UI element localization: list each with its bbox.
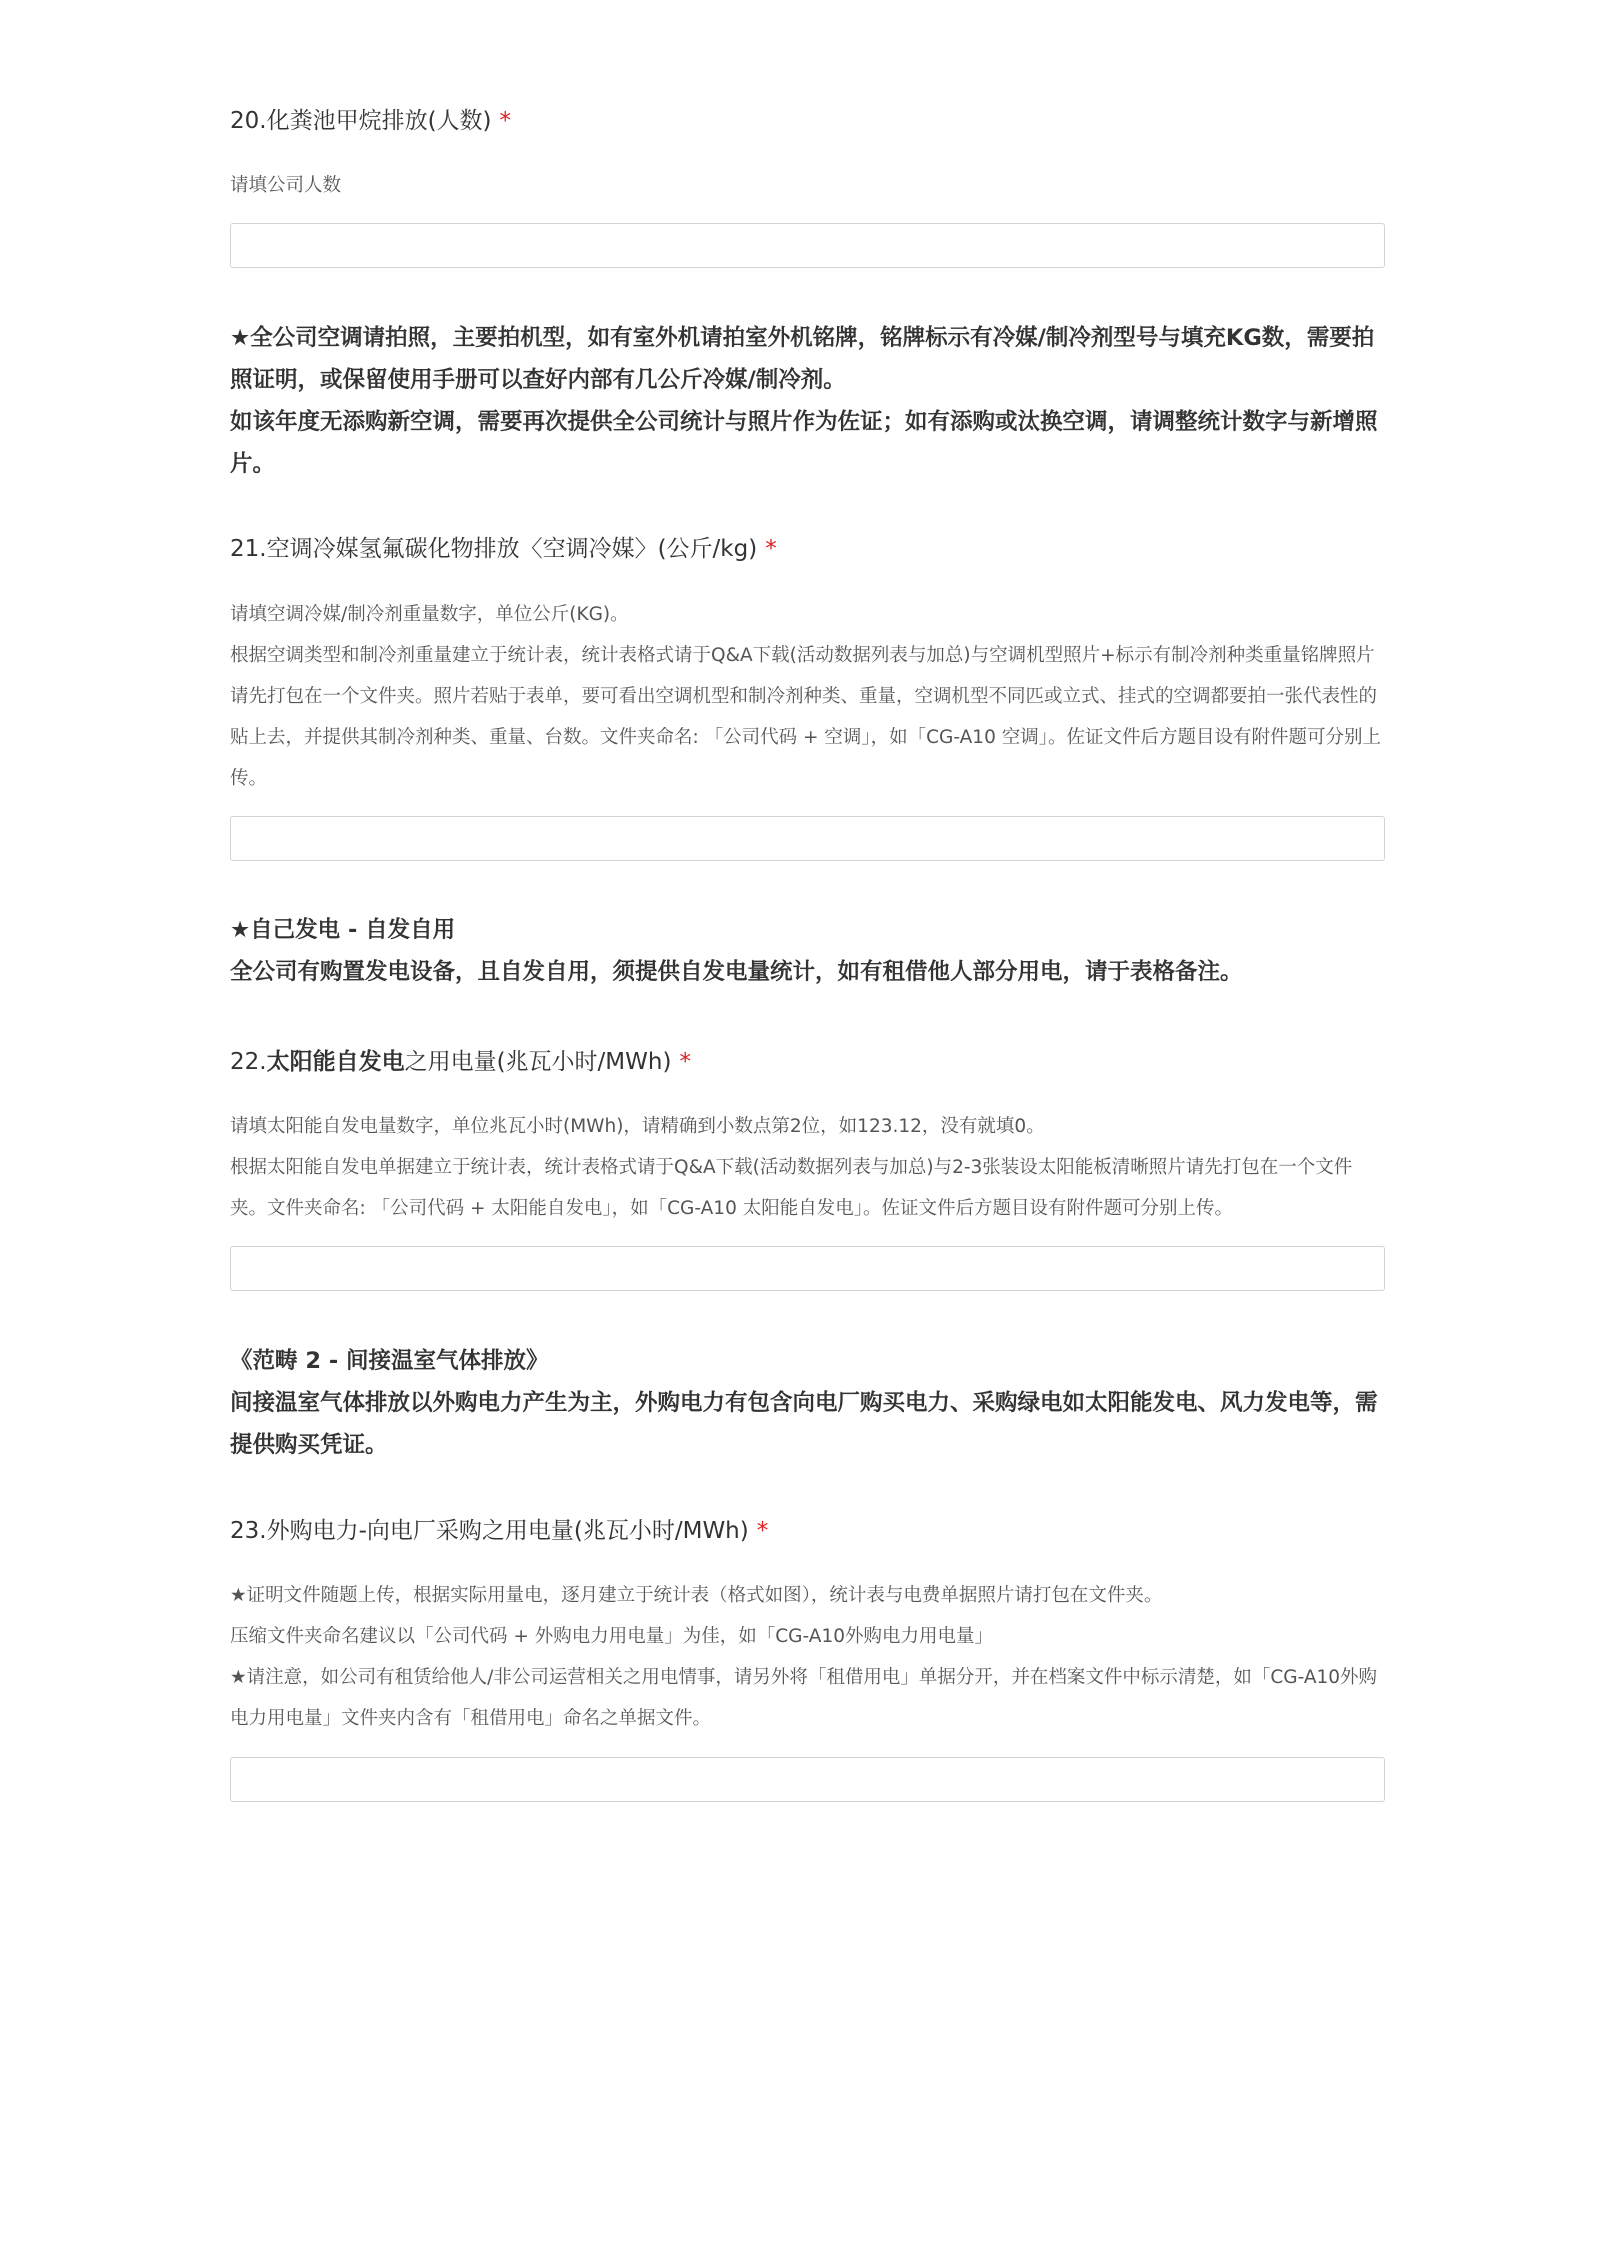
self-power-note [230, 909, 1385, 993]
question-20-title [230, 104, 511, 138]
ac-photo-note-line1: ★全公司空调请拍照，主要拍机型，如有室外机请拍室外机铭牌，铭牌标示有冷媒/制冷剂型号与填充KG数，需要拍照证明，或保留使用手册可以查好内部有几公斤冷媒/制冷剂。 [230, 325, 1375, 393]
ac-photo-note-line2: 如该年度无添购新空调，需要再次提供全公司统计与照片作为佐证；如有添购或汰换空调，请调整统计数字与新增照片。 [230, 409, 1378, 477]
question-23-title [230, 1514, 768, 1548]
required-mark: * [756, 1518, 769, 1544]
question-23-desc-line1: ★证明文件随题上传，根据实际用量电，逐月建立于统计表（格式如图），统计表与电费单据照片请打包在文件夹。 [230, 1585, 1163, 1606]
question-22-desc-line1: 请填太阳能自发电量数字，单位兆瓦小时(MWh)，请精确到小数点第2位，如123.12，没有就填0。 [230, 1116, 1045, 1137]
question-22-title-suffix: 之用电量(兆瓦小时/MWh) [404, 1049, 672, 1075]
self-power-note-line2: 全公司有购置发电设备，且自发自用，须提供自发电量统计，如有租借他人部分用电，请于表格备注。 [230, 959, 1243, 985]
scope2-note-line1: 《范畴 2 - 间接温室气体排放》 [230, 1348, 549, 1374]
ac-photo-note [230, 317, 1385, 485]
question-20-input[interactable] [230, 223, 1385, 268]
question-22-title-prefix: 22. [230, 1049, 267, 1075]
scope2-note [230, 1340, 1385, 1466]
question-22-title-bold: 太阳能自发电 [266, 1049, 405, 1075]
question-23-desc-line2: 压缩文件夹命名建议以「公司代码 + 外购电力用电量」为佳，如「CG-A10外购电力用电量」 [230, 1626, 993, 1647]
question-20-title-text: 20.化粪池甲烷排放(人数) [230, 108, 492, 134]
self-power-note-line1: ★自己发电 - 自发自用 [230, 917, 456, 943]
question-21-desc-line1: 请填空调冷媒/制冷剂重量数字，单位公斤(KG)。 [230, 604, 629, 625]
question-21-desc-line2: 根据空调类型和制冷剂重量建立于统计表，统计表格式请于Q&A下载(活动数据列表与加总)与空调机型照片+标示有制冷剂种类重量铭牌照片请先打包在一个文件夹。照片若贴于表单，要可看出空调机型和制冷剂种类、重量，空调机型不同匹或立式、挂式的空调都要拍一张代表性的贴上去，并提供其制冷剂种类、重量、台数。文件夹命名: 「公司代码 + 空调」，如「CG-A10 空调」。佐证文件后方题目设有附件题可分别上传。 [230, 645, 1381, 789]
question-21-title [230, 532, 777, 566]
question-21-input[interactable] [230, 816, 1385, 861]
question-22-description [230, 1106, 1385, 1229]
question-21-description [230, 594, 1385, 799]
required-mark: * [765, 536, 777, 562]
question-21-title-text: 21.空调冷媒氢氟碳化物排放〈空调冷媒〉(公斤/kg) [230, 536, 758, 562]
question-23-input[interactable] [230, 1757, 1385, 1802]
scope2-note-line2: 间接温室气体排放以外购电力产生为主，外购电力有包含向电厂购买电力、采购绿电如太阳能发电、风力发电等，需提供购买凭证。 [230, 1390, 1378, 1458]
question-20-desc-line: 请填公司人数 [230, 175, 342, 196]
question-22-desc-line2: 根据太阳能自发电单据建立于统计表，统计表格式请于Q&A下载(活动数据列表与加总)与2-3张装设太阳能板清晰照片请先打包在一个文件夹。文件夹命名: 「公司代码 + 太阳能自发电」，如「CG-A10 太阳能自发电」。佐证文件后方题目设有附件题可分别上传。 [230, 1157, 1353, 1219]
question-20-description [230, 165, 1385, 206]
question-22-title [230, 1045, 691, 1079]
required-mark: * [679, 1049, 691, 1075]
question-23-title-text: 23.外购电力-向电厂采购之用电量(兆瓦小时/MWh) [230, 1518, 749, 1544]
question-23-description [230, 1575, 1385, 1739]
required-mark: * [499, 108, 512, 134]
question-23-desc-line3: ★请注意，如公司有租赁给他人/非公司运营相关之用电情事，请另外将「租借用电」单据分开，并在档案文件中标示清楚，如「CG-A10外购电力用电量」文件夹内含有「租借用电」命名之单据文件。 [230, 1667, 1378, 1729]
question-22-input[interactable] [230, 1246, 1385, 1291]
